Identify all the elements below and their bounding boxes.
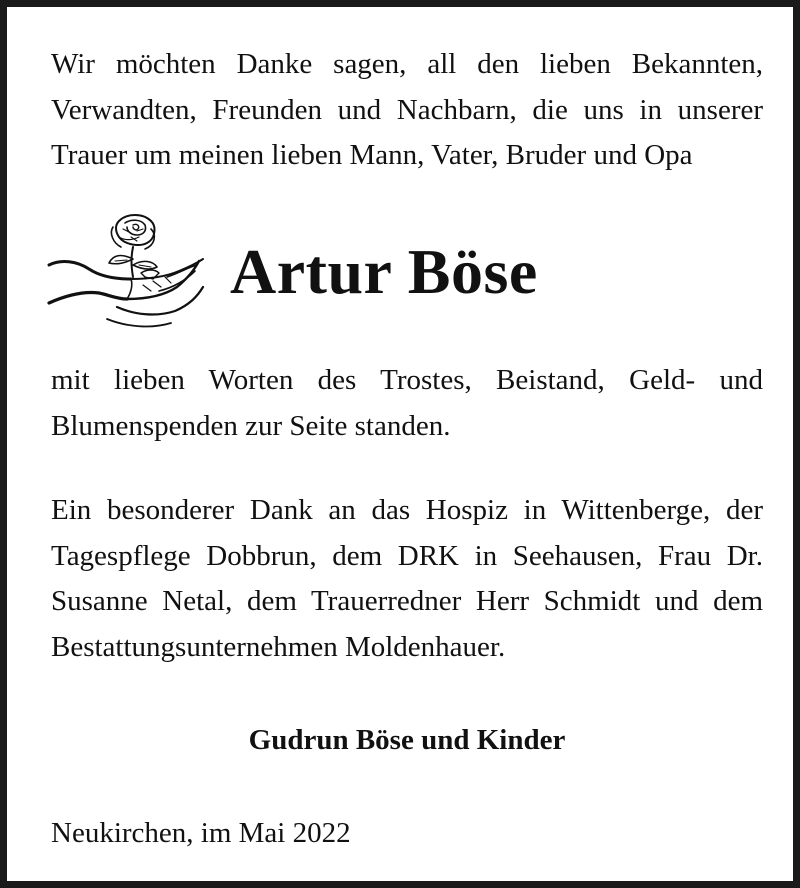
rose-stem-shape [109, 247, 159, 279]
signature: Gudrun Böse und Kinder [248, 724, 566, 756]
name-row [47, 203, 767, 343]
rose-head-shape [111, 215, 154, 249]
thanks-paragraph: Ein besonderer Dank an das Hospiz in Wittenberge, der Tagespflege Dobbrun, dem DRK in Seehausen, Frau Dr. Susanne Netal, dem Trauerredner Herr Schmidt und dem Bestattungsunternehmen Moldenhauer. [51, 494, 763, 663]
comfort-paragraph: mit lieben Worten des Trostes, Beistand, Geld- und Blumenspenden zur Seite standen. [51, 364, 763, 442]
hand-shape [49, 259, 203, 326]
place-date: Neukirchen, im Mai 2022 [51, 817, 351, 849]
deceased-name: Artur Böse [230, 236, 538, 307]
rose-in-hand-icon [47, 207, 209, 337]
intro-paragraph: Wir möchten Danke sagen, all den lieben Bekannten, Verwandten, Freunden und Nachbarn, die uns in unserer Trauer um meinen lieben Mann, Vater, Bruder und Opa [51, 48, 763, 171]
